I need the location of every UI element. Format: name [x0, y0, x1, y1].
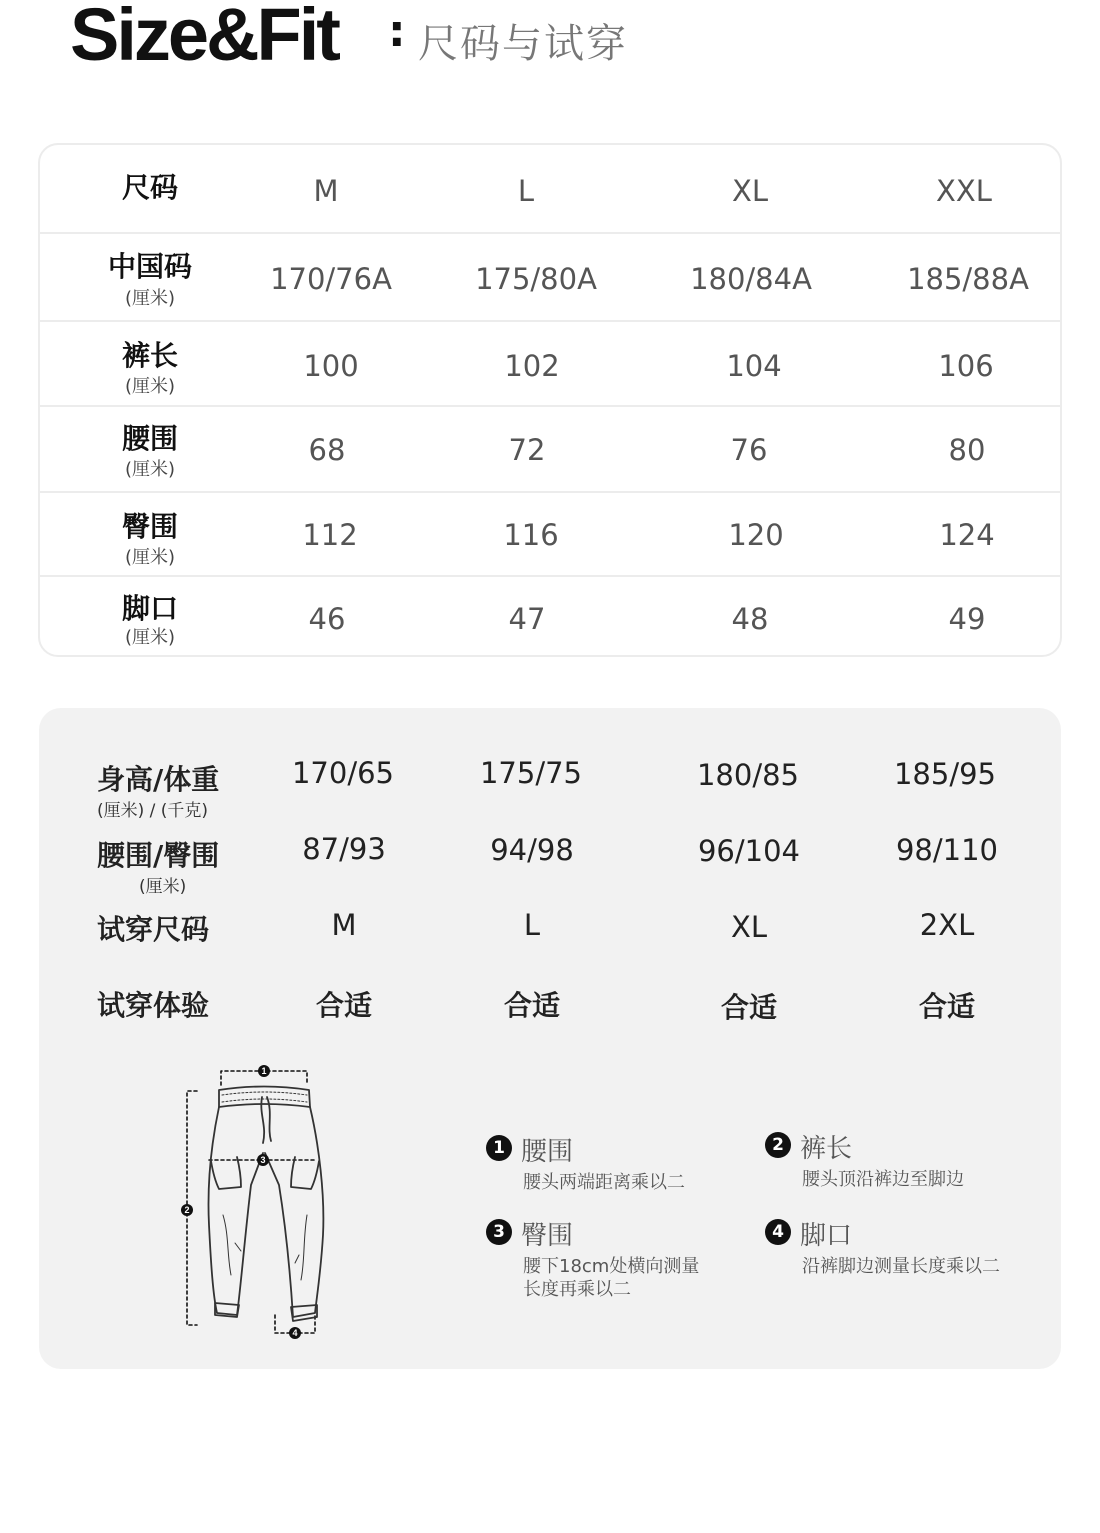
fit-label-main: 身高/体重: [97, 763, 220, 796]
table-cell: 48: [731, 602, 769, 636]
size-col-xxl: XXL: [936, 174, 992, 208]
row-label: 腰围: [121, 422, 179, 455]
table-row: [40, 491, 1060, 575]
size-table-header-row: [40, 145, 1060, 233]
table-cell: 116: [503, 518, 559, 552]
table-cell: 185/88A: [907, 262, 1029, 296]
table-cell: 120: [728, 518, 784, 552]
table-cell: 47: [508, 602, 546, 636]
fit-cell: 94/98: [490, 833, 574, 867]
legend-title: 臀围: [521, 1221, 574, 1251]
legend-desc-line: 腰下18cm处横向测量: [523, 1256, 700, 1277]
size-header-label: 尺码: [121, 171, 179, 204]
table-row: [40, 575, 1060, 659]
fit-row-label: [97, 758, 219, 821]
row-unit: (厘米): [124, 288, 176, 309]
legend-desc: [523, 1255, 699, 1301]
marker-4: 4: [292, 1328, 298, 1338]
fit-label-main: 试穿体验: [97, 989, 210, 1022]
row-label: 中国码: [107, 250, 193, 283]
legend-desc: [523, 1171, 685, 1194]
legend-desc-line: 长度再乘以二: [523, 1279, 631, 1300]
row-unit: (厘米): [124, 627, 176, 648]
fit-cell: XL: [730, 910, 768, 944]
table-cell: 124: [939, 518, 995, 552]
marker-2: 2: [184, 1205, 190, 1215]
row-label: 脚口: [121, 592, 179, 625]
fit-row-label: [97, 908, 209, 948]
legend-desc: [802, 1255, 1000, 1278]
legend-desc-line: 腰头顶沿裤边至脚边: [802, 1169, 964, 1190]
legend-number-badge: 2: [765, 1132, 791, 1158]
table-cell: 72: [508, 433, 546, 467]
legend-title: 裤长: [800, 1134, 853, 1164]
table-cell: 104: [726, 349, 782, 383]
fit-cell: M: [331, 908, 357, 942]
fit-cell: 170/65: [291, 756, 395, 790]
table-row: [40, 232, 1060, 320]
row-unit: (厘米): [124, 547, 176, 568]
legend-desc: [802, 1168, 964, 1191]
fit-label-main: 试穿尺码: [97, 913, 210, 946]
table-row: [40, 405, 1060, 491]
fit-panel: [39, 708, 1061, 1369]
fit-cell: 合适: [720, 991, 778, 1024]
marker-3: 3: [260, 1155, 266, 1165]
row-unit: (厘米): [124, 459, 176, 480]
row-label: 裤长: [121, 339, 179, 372]
marker-1: 1: [261, 1066, 267, 1076]
legend-title: 腰围: [521, 1137, 574, 1167]
table-cell: 180/84A: [690, 262, 812, 296]
fit-cell: 合适: [503, 989, 561, 1022]
fit-cell: 合适: [918, 990, 976, 1023]
legend-desc-line: 沿裤脚边测量长度乘以二: [802, 1256, 1000, 1277]
table-cell: 46: [308, 602, 346, 636]
table-cell: 76: [730, 433, 768, 467]
row-label: 臀围: [121, 510, 179, 543]
size-col-xl: XL: [731, 174, 769, 208]
fit-cell: 87/93: [302, 832, 386, 866]
fit-cell: 98/110: [895, 833, 999, 867]
table-cell: 49: [948, 602, 986, 636]
fit-row-label: [97, 984, 209, 1024]
fit-cell: 185/95: [893, 757, 997, 791]
row-unit: (厘米): [124, 376, 176, 397]
table-cell: 102: [504, 349, 560, 383]
legend-number-badge: 3: [486, 1219, 512, 1245]
table-cell: 106: [938, 349, 994, 383]
legend-desc-line: 腰头两端距离乘以二: [523, 1172, 685, 1193]
fit-label-unit: (厘米): [139, 877, 187, 897]
table-row: [40, 320, 1060, 405]
fit-cell: 180/85: [696, 758, 800, 792]
title-colon: :: [388, 6, 406, 57]
table-cell: 80: [948, 433, 986, 467]
table-cell: 100: [303, 349, 359, 383]
legend-title: 脚口: [800, 1221, 853, 1251]
title-english: Size&Fit: [70, 0, 338, 76]
fit-row-label: [97, 834, 219, 897]
legend-number-badge: 1: [486, 1135, 512, 1161]
table-cell: 68: [308, 433, 346, 467]
fit-cell: 合适: [315, 989, 373, 1022]
fit-cell: 96/104: [697, 834, 801, 868]
fit-cell: L: [523, 908, 541, 942]
size-table: [38, 143, 1062, 657]
table-cell: 112: [302, 518, 358, 552]
fit-cell: 175/75: [479, 756, 583, 790]
title-chinese: 尺码与试穿: [418, 21, 628, 67]
size-col-m: M: [313, 174, 339, 208]
table-cell: 175/80A: [475, 262, 597, 296]
legend-number-badge: 4: [765, 1219, 791, 1245]
fit-label-main: 腰围/臀围: [97, 839, 220, 872]
size-col-l: L: [517, 174, 535, 208]
fit-label-unit: (厘米) / (千克): [97, 801, 209, 821]
table-cell: 170/76A: [270, 262, 392, 296]
pants-measurement-icon: [179, 1065, 379, 1355]
fit-cell: 2XL: [919, 908, 975, 942]
